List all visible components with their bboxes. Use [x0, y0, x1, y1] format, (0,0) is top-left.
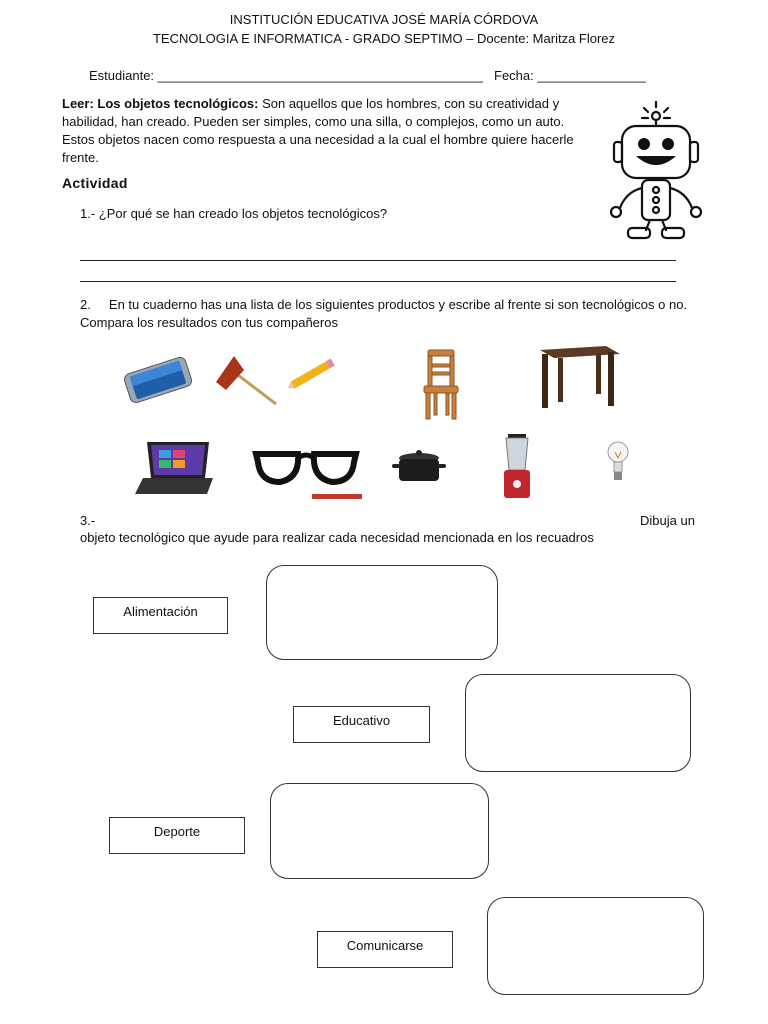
pencil-icon	[284, 356, 340, 392]
school-name: INSTITUCIÓN EDUCATIVA JOSÉ MARÍA CÓRDOVA	[229, 12, 539, 27]
student-field[interactable]: Estudiante: _____________________________________________	[89, 68, 484, 83]
question-2	[80, 296, 730, 332]
blender-icon	[500, 432, 534, 500]
answer-line-1[interactable]	[80, 260, 676, 261]
drawing-box-alimentacion[interactable]	[266, 565, 498, 660]
table-icon	[536, 342, 622, 410]
activity-title: Actividad	[62, 175, 128, 191]
reading-line-1: Son aquellos que los hombres, con su creatividad y	[258, 96, 560, 111]
question-2-number: 2.	[80, 297, 91, 312]
reading-line-2: habilidad, han creado. Pueden ser simples, como una silla, o complejos, como un auto.	[62, 114, 565, 129]
need-label-educativo: Educativo	[293, 706, 430, 743]
question-3-line-2: objeto tecnológico que ayude para realizar cada necesidad mencionada en los recuadros	[80, 530, 594, 545]
drawing-box-comunicarse[interactable]	[487, 897, 704, 995]
date-field[interactable]: Fecha: _______________	[494, 68, 646, 83]
question-1: 1.- ¿Por qué se han creado los objetos tecnológicos?	[80, 206, 388, 221]
question-3-number: 3.-	[80, 513, 96, 528]
answer-line-2[interactable]	[80, 281, 676, 282]
pot-icon	[390, 448, 448, 488]
lightbulb-icon	[606, 438, 630, 486]
question-2-line-1: En tu cuaderno has una lista de los siguientes productos y escribe al frente si son tecnológicos o no.	[108, 297, 688, 312]
broom-icon	[212, 352, 282, 407]
drawing-box-deporte[interactable]	[270, 783, 489, 879]
need-label-comunicarse: Comunicarse	[317, 931, 453, 968]
drawing-box-educativo[interactable]	[465, 674, 691, 772]
reading-paragraph	[62, 95, 622, 167]
glasses-icon	[252, 448, 362, 504]
question-2-line-2: Compara los resultados con tus compañeros	[80, 315, 338, 330]
need-label-deporte: Deporte	[109, 817, 245, 854]
robot-icon	[606, 100, 706, 242]
reading-line-3: Estos objetos nacen como respuesta a una necesidad a la cual el hombre quiere hacerle	[62, 132, 574, 147]
chair-icon	[420, 348, 464, 420]
reading-line-4: frente.	[62, 150, 99, 165]
question-3-tail: Dibuja un	[640, 513, 695, 528]
need-label-alimentacion: Alimentación	[93, 597, 228, 634]
smartphone-icon	[120, 355, 196, 405]
course-info: TECNOLOGIA E INFORMATICA - GRADO SEPTIMO – Docente: Maritza Florez	[152, 31, 616, 46]
laptop-icon	[133, 440, 215, 498]
reading-title: Leer: Los objetos tecnológicos:	[62, 96, 259, 111]
